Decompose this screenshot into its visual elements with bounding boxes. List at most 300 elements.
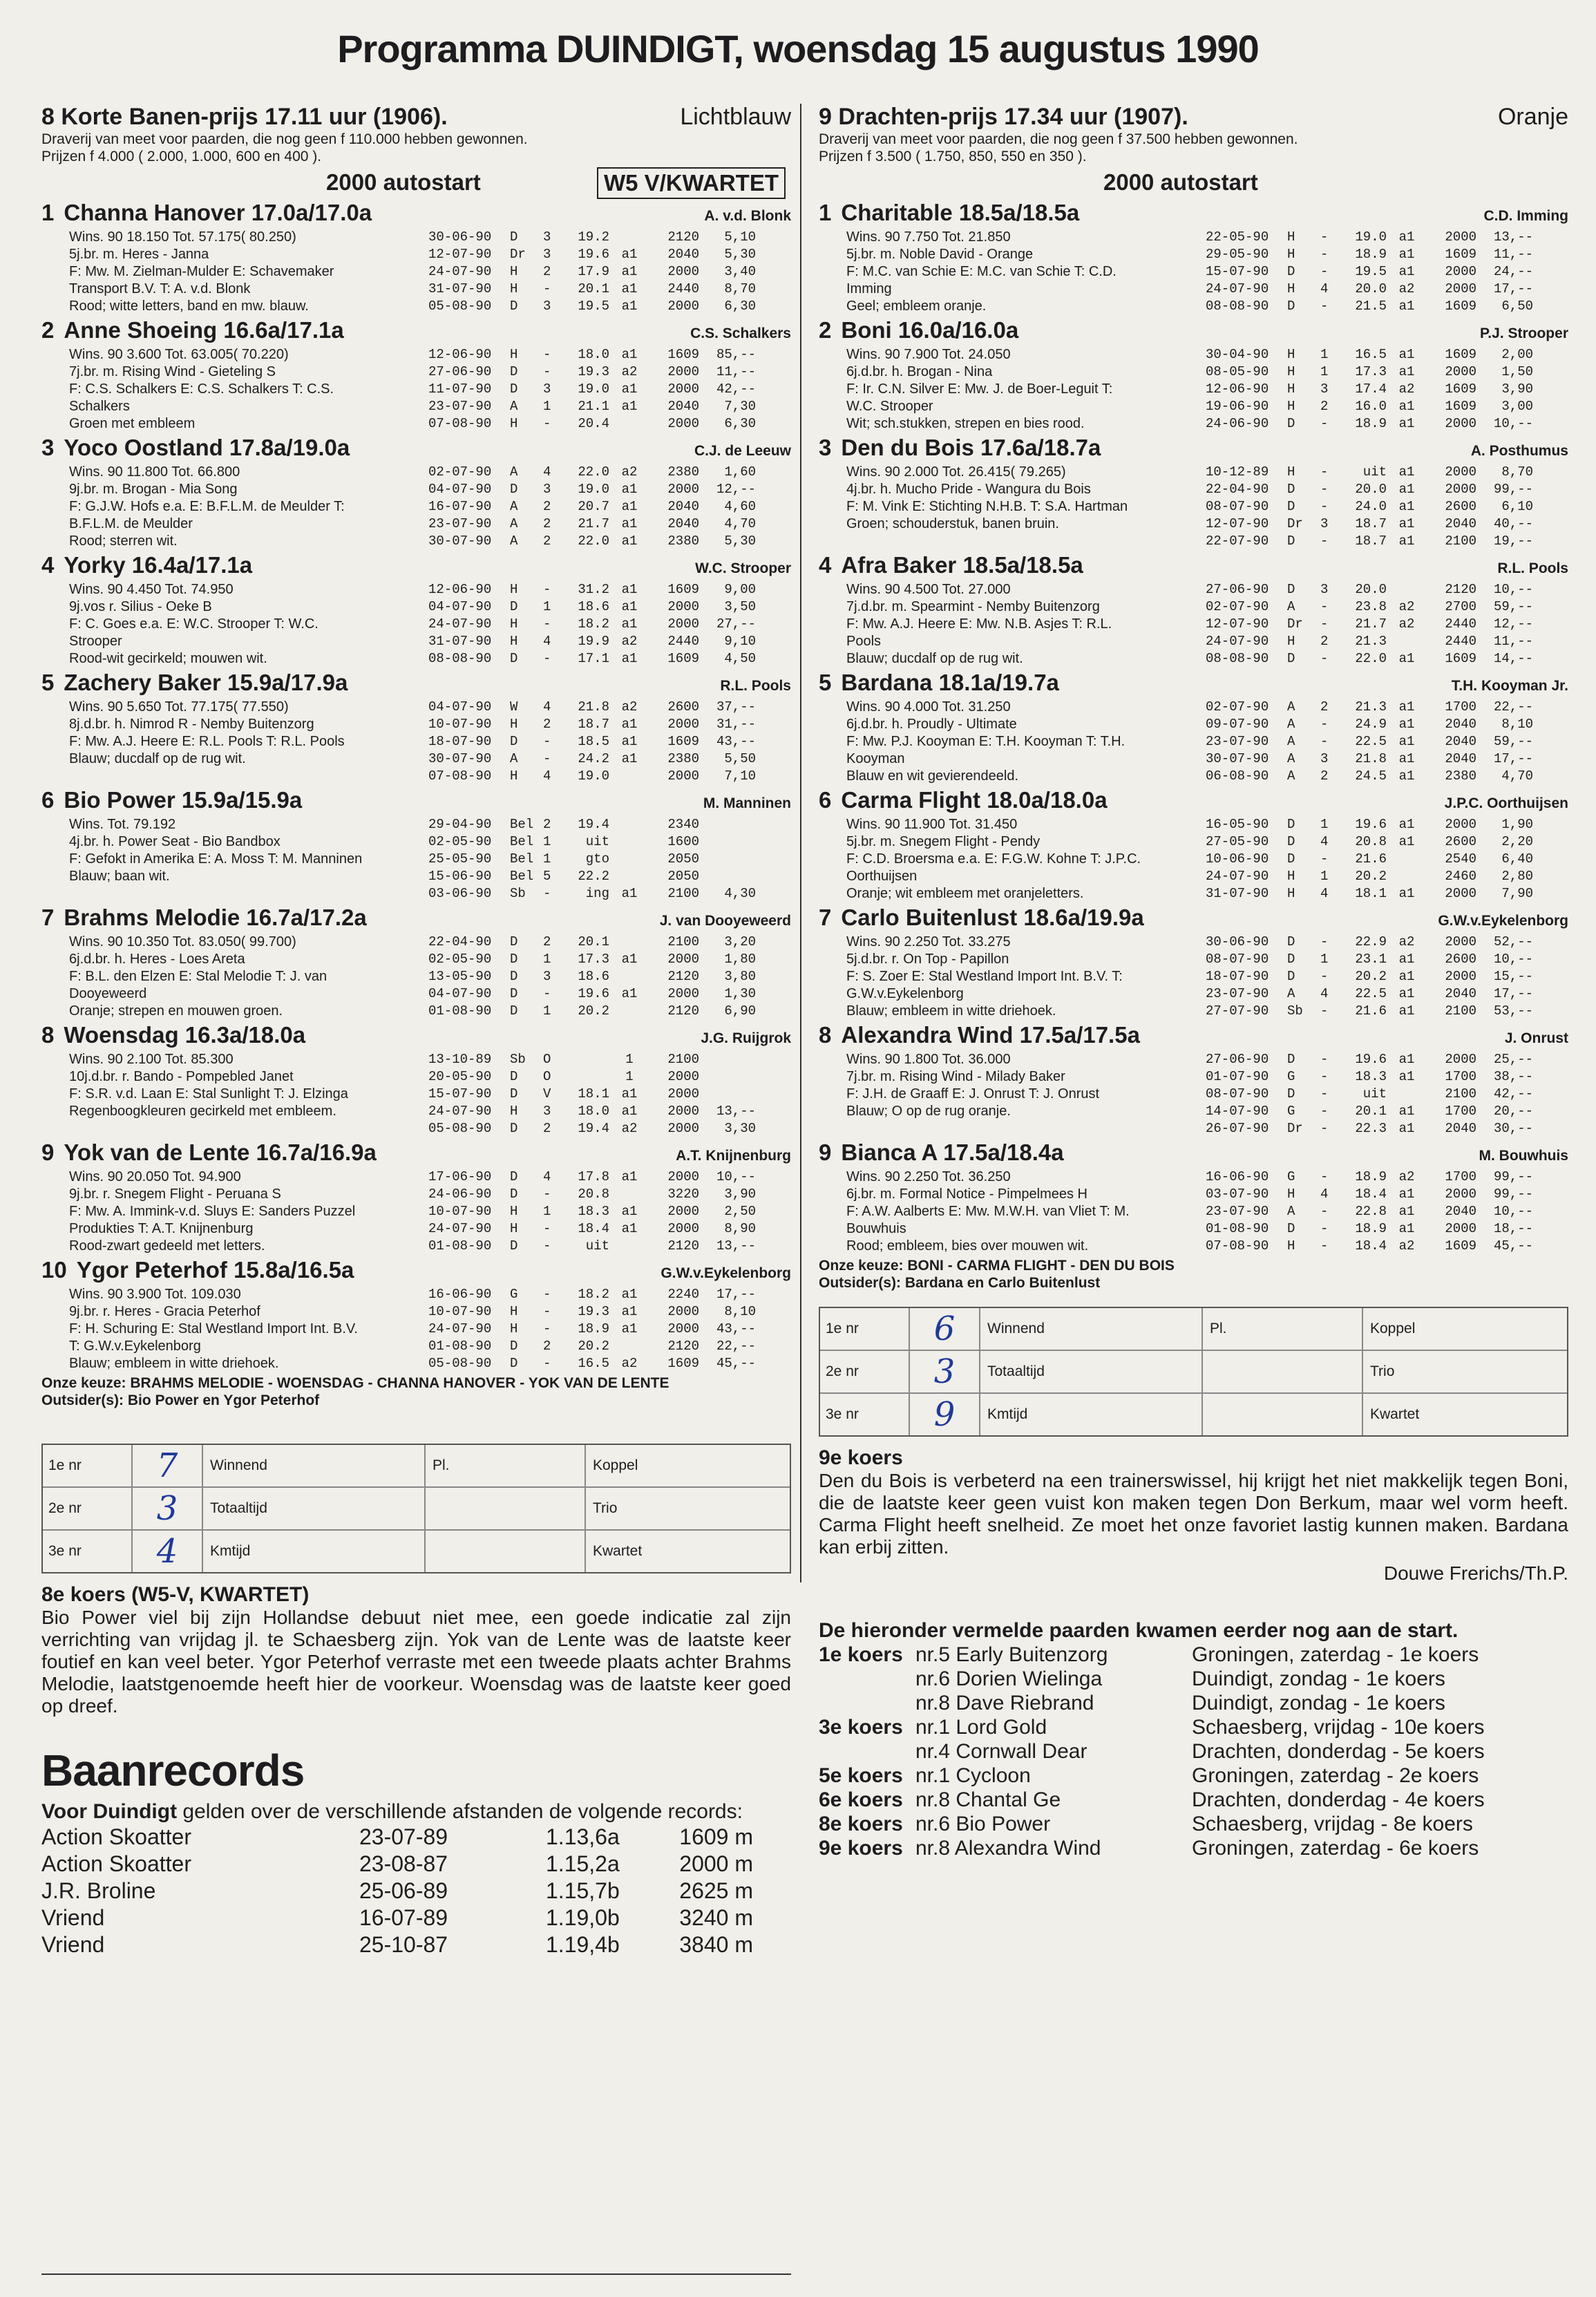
result-cell: 2000 (667, 1104, 699, 1119)
earlier-cell: Groningen, zaterdag - 6e koers (1192, 1837, 1479, 1860)
result-cell: 2000 (667, 381, 699, 397)
result-cell: 10-06-90 (1206, 851, 1269, 867)
result-cell: D (510, 1003, 518, 1019)
horse-info-line: F: S.R. v.d. Laan E: Stal Sunlight T: J. Elzinga (69, 1086, 348, 1102)
result-cell: - (1320, 1086, 1329, 1102)
result-line (428, 650, 791, 668)
record-cell: 1.13,6a (546, 1824, 620, 1849)
result-cell: 10-07-90 (428, 717, 492, 732)
earlier-cell (819, 1691, 915, 1715)
result-cell: 24-07-90 (1206, 281, 1269, 296)
result-cell (564, 1051, 609, 1068)
horse-info-line: F: C. Goes e.a. E: W.C. Strooper T: W.C. (69, 616, 319, 632)
result-cell: A (510, 533, 518, 549)
result-cell: 18.0 (578, 347, 609, 362)
result-cell (609, 415, 649, 433)
result-cell (564, 1068, 609, 1086)
result-cell: 1 (625, 1069, 634, 1084)
result-cell: 1609 (667, 582, 699, 597)
result-cell: 27-06-90 (1206, 582, 1269, 597)
result-cell: a1 (621, 616, 638, 632)
result-cell: 22.0 (578, 533, 609, 549)
result-cell: 2000 (1445, 364, 1476, 379)
result-cell: Dr (510, 247, 526, 262)
result-line (1206, 985, 1568, 1003)
earlier-cell: 1e koers (819, 1643, 903, 1666)
result-cell: 2340 (667, 817, 699, 832)
result-line (428, 1238, 791, 1255)
intro-rest: gelden over de verschillende afstanden de volgende records: (177, 1800, 743, 1823)
result-cell: - (1320, 969, 1329, 984)
result-cell: 45,-- (716, 1356, 756, 1371)
result-cell: - (1320, 734, 1329, 749)
race-desc: Draverij van meet voor paarden, die nog geen f 110.000 hebben gewonnen. (41, 131, 528, 147)
horse-entry (819, 787, 1568, 905)
horse-results (1206, 934, 1568, 1020)
result-cell: 2540 (1445, 851, 1476, 867)
result-cell: V (543, 1086, 551, 1102)
result-line (1206, 464, 1568, 481)
result-cell: 1609 (1445, 399, 1476, 414)
result-cell: 7,90 (1501, 886, 1533, 901)
horse-trainer: W.C. Strooper (695, 560, 791, 576)
result-cell: 9,00 (724, 582, 756, 597)
result-line (428, 229, 791, 246)
result-cell: 12,-- (716, 482, 756, 497)
result-label: 1e nr (820, 1308, 910, 1350)
horse-entry (41, 200, 791, 317)
horse-results (1206, 1169, 1568, 1255)
result-cell: a1 (1398, 717, 1415, 732)
result-cell: 22.2 (578, 869, 609, 884)
result-cell: - (1320, 1204, 1329, 1219)
result-cell: 2000 (1445, 886, 1476, 901)
result-cell: 3 (543, 299, 551, 314)
horse-info-line: Wins. 90 10.350 Tot. 83.050( 99.700) (69, 934, 296, 949)
result-cell: 17.3 (578, 952, 609, 967)
result-line (1206, 833, 1568, 851)
result-cell: A (510, 499, 518, 514)
result-cell: a1 (621, 599, 638, 614)
result-cell: D (510, 1238, 518, 1254)
result-cell: 14,-- (1493, 651, 1533, 666)
result-line (1206, 246, 1568, 263)
result-cell: 2000 (667, 986, 699, 1001)
result-cell: G (1287, 1169, 1295, 1184)
result-cell: - (1320, 717, 1329, 732)
result-line (1206, 750, 1568, 768)
result-cell: 20.4 (578, 416, 609, 431)
result-cell: - (543, 616, 551, 632)
result-cell: 4 (1320, 886, 1329, 901)
result-cell: 21.1 (578, 399, 609, 414)
result-cell: D (510, 381, 518, 397)
result-cell: gto (585, 851, 609, 867)
horse-results (428, 346, 791, 433)
horse-name (41, 435, 350, 461)
horse-title: Alexandra Wind 17.5a/17.5a (841, 1022, 1140, 1048)
horse-results (428, 1286, 791, 1372)
result-cell: - (543, 1238, 551, 1254)
result-cell: 10,-- (716, 1169, 756, 1184)
horse-info-line: F: S. Zoer E: Stal Westland Import Int. B.V. T: (846, 969, 1123, 984)
horse-info-line: Wins. 90 2.250 Tot. 36.250 (846, 1169, 1011, 1184)
horse-trainer: J. van Dooyeweerd (659, 913, 791, 929)
result-cell: 29-04-90 (428, 817, 492, 832)
result-cell: 27-05-90 (1206, 834, 1269, 849)
result-cell: 6,30 (724, 416, 756, 431)
result-line (1206, 533, 1568, 550)
result-line (428, 1120, 791, 1137)
horse-info-line: F: Mw. A.J. Heere E: Mw. N.B. Asjes T: R.L. (846, 616, 1112, 632)
result-cell (1387, 868, 1427, 885)
result-cell: A (510, 399, 518, 414)
result-line (428, 1338, 791, 1355)
result-line (428, 246, 791, 263)
earlier-cell: nr.6 Dorien Wielinga (915, 1667, 1103, 1690)
result-line (428, 833, 791, 851)
result-cell: a1 (621, 651, 638, 666)
result-line (1206, 716, 1568, 733)
result-cell (609, 1238, 649, 1255)
result-cell: a1 (1398, 986, 1415, 1001)
result-cell: a1 (621, 299, 638, 314)
result-cell: a1 (1398, 952, 1415, 967)
result-cell: a1 (621, 1204, 638, 1219)
result-cell: 18-07-90 (428, 734, 492, 749)
result-cell: H (1287, 886, 1295, 901)
earlier-row (819, 1691, 1568, 1715)
result-cell: - (543, 347, 551, 362)
result-line (1206, 263, 1568, 281)
horse-body (819, 1051, 1568, 1137)
earlier-cell: Drachten, donderdag - 5e koers (1192, 1740, 1485, 1763)
result-cell (699, 1051, 756, 1068)
place-cell (426, 1488, 586, 1529)
result-line (428, 1068, 791, 1086)
result-cell: 07-08-90 (428, 416, 492, 431)
record-cell: 1.15,2a (546, 1851, 620, 1876)
result-cell: - (1320, 651, 1329, 666)
horse-info-line: F: G.J.W. Hofs e.a. E: B.F.L.M. de Meulder T: (69, 499, 345, 514)
outsiders: Outsider(s): Bardana en Carlo Buitenlust (819, 1275, 1101, 1291)
result-cell: - (1320, 299, 1329, 314)
result-line (428, 263, 791, 281)
result-cell: 17,-- (1493, 751, 1533, 766)
horse-name (41, 670, 348, 696)
earlier-row (819, 1836, 1568, 1860)
result-cell: 18.1 (578, 1086, 609, 1102)
horse-header (41, 1140, 791, 1169)
result-line (1206, 481, 1568, 498)
horse-info (819, 699, 1206, 785)
record-cell: Action Skoatter (41, 1824, 191, 1849)
result-cell: O (543, 1052, 551, 1067)
result-cell: 19,-- (1493, 533, 1533, 549)
result-line (1206, 650, 1568, 668)
horse-title: Ygor Peterhof 15.8a/16.5a (76, 1257, 354, 1283)
result-cell: 2600 (1445, 499, 1476, 514)
result-cell: A (1287, 751, 1295, 766)
result-cell: 2100 (1445, 1003, 1476, 1019)
result-cell: 3 (543, 482, 551, 497)
result-cell: 09-07-90 (1206, 717, 1269, 732)
horse-info-line: 4j.br. h. Mucho Pride - Wangura du Bois (846, 482, 1091, 497)
result-cell: 17.9 (578, 264, 609, 279)
result-cell: Dr (1287, 1121, 1303, 1136)
result-cell: D (510, 734, 518, 749)
result-cell: - (1320, 1104, 1329, 1119)
horse-header (819, 787, 1568, 816)
earlier-row (819, 1764, 1568, 1788)
result-cell: 23-07-90 (428, 399, 492, 414)
result-cell: 1,90 (1501, 817, 1533, 832)
horse-number: 6 (41, 787, 55, 813)
result-cell: 5,30 (724, 247, 756, 262)
result-cell: - (1320, 499, 1329, 514)
earlier-starts (819, 1619, 1568, 1860)
horse-name (819, 1022, 1140, 1048)
result-cell: 19.9 (578, 634, 609, 649)
result-cell: 1609 (1445, 1238, 1476, 1254)
result-cell: 18.2 (578, 616, 609, 632)
result-cell: 07-08-90 (1206, 1238, 1269, 1254)
horse-results (428, 229, 791, 315)
place-cell (1203, 1394, 1363, 1435)
earlier-cell: 5e koers (819, 1764, 903, 1787)
result-cell: H (1287, 399, 1295, 414)
horse-number: 2 (819, 317, 832, 343)
result-cell: 12-07-90 (428, 247, 492, 262)
horse-body (819, 699, 1568, 785)
result-cell: H (510, 347, 518, 362)
horse-number: 1 (41, 200, 55, 225)
result-cell: H (510, 1104, 518, 1119)
result-cell: D (1287, 651, 1295, 666)
horse-header (819, 1022, 1568, 1051)
result-cell: 20.2 (1355, 869, 1387, 884)
result-line (1206, 598, 1568, 616)
result-cell: 16-06-90 (1206, 1169, 1269, 1184)
result-cell: 02-05-90 (428, 952, 492, 967)
horse-name (819, 787, 1108, 813)
horse-info-line: 7j.br. m. Rising Wind - Gieteling S (69, 364, 276, 379)
horse-number: 3 (41, 435, 55, 460)
horse-entry (41, 317, 791, 435)
result-cell: a1 (621, 1321, 638, 1336)
horse-header (819, 670, 1568, 699)
horse-number: 7 (819, 905, 832, 930)
result-cell: D (510, 599, 518, 614)
horse-info-line: Kooyman (846, 751, 905, 766)
result-cell: a1 (1398, 1204, 1415, 1219)
horse-results (428, 934, 791, 1020)
result-cell: 2120 (667, 229, 699, 245)
earlier-cell (819, 1667, 915, 1691)
result-cell: 01-07-90 (1206, 1069, 1269, 1084)
result-cell: 21.7 (578, 516, 609, 531)
result-cell: 21.5 (1355, 299, 1387, 314)
horse-title: Bardana 18.1a/19.7a (841, 670, 1059, 695)
horse-info-line: Bouwhuis (846, 1221, 906, 1236)
earlier-cell: Drachten, donderdag - 4e koers (1192, 1788, 1485, 1811)
result-cell: 19.3 (578, 364, 609, 379)
result-cell: 22-05-90 (1206, 229, 1269, 245)
result-cell (699, 851, 756, 868)
result-cell: D (1287, 834, 1295, 849)
result-cell: 3,20 (724, 934, 756, 949)
result-cell: H (510, 634, 518, 649)
result-cell: 1 (625, 1052, 634, 1067)
result-cell: 2040 (667, 247, 699, 262)
result-cell: 2000 (1445, 464, 1476, 480)
result-cell: 1 (1320, 364, 1329, 379)
result-cell: D (1287, 499, 1295, 514)
result-line (428, 1321, 791, 1338)
result-cell: 10,-- (1493, 416, 1533, 431)
result-cell: 31-07-90 (1206, 886, 1269, 901)
result-cell: 20.0 (1355, 281, 1387, 296)
result-line (428, 516, 791, 533)
horse-info-line: 5j.d.br. r. On Top - Papillon (846, 952, 1009, 967)
result-cell: 13,-- (1493, 229, 1533, 245)
result-cell: 23-07-90 (1206, 1204, 1269, 1219)
result-line (1206, 1203, 1568, 1220)
result-cell: 8,90 (724, 1221, 756, 1236)
result-cell: 2000 (667, 416, 699, 431)
result-cell: 18,-- (1493, 1221, 1533, 1236)
bet-label: Trio (593, 1500, 618, 1516)
result-cell: 52,-- (1493, 934, 1533, 949)
record-cell: 1.19,0b (546, 1905, 620, 1930)
result-cell: 22,-- (716, 1339, 756, 1354)
result-cell: 2 (543, 533, 551, 549)
result-cell: 2440 (667, 634, 699, 649)
result-cell: 25-05-90 (428, 851, 492, 867)
result-cell: 19.6 (578, 247, 609, 262)
result-cell: Sb (1287, 1003, 1303, 1019)
horse-entry (41, 905, 791, 1022)
result-cell: - (1320, 851, 1329, 867)
result-cell: 18.9 (1355, 1221, 1387, 1236)
result-cell: - (1320, 1003, 1329, 1019)
result-cell: - (543, 1321, 551, 1336)
result-cell: 18.6 (578, 969, 609, 984)
result-cell: 2000 (667, 1321, 699, 1336)
result-cell: 02-05-90 (428, 834, 492, 849)
result-cell: a2 (1398, 599, 1415, 614)
result-cell: 18.0 (578, 1104, 609, 1119)
result-cell: a1 (1398, 1187, 1415, 1202)
horse-info-line: 10j.d.br. r. Bando - Pompebled Janet (69, 1069, 294, 1084)
horse-trainer: J.P.C. Oorthuijsen (1444, 795, 1568, 811)
horse-info (41, 816, 428, 902)
horse-name (41, 787, 302, 813)
result-cell: 24-06-90 (428, 1187, 492, 1202)
result-line (1206, 498, 1568, 516)
result-cell: - (543, 1187, 551, 1202)
result-cell: 5 (543, 869, 551, 884)
earlier-cell: nr.4 Cornwall Dear (915, 1740, 1087, 1763)
result-cell: 20.8 (578, 1187, 609, 1202)
horse-name (819, 435, 1101, 461)
horse-header (41, 670, 791, 699)
result-cell: D (510, 299, 518, 314)
result-cell: 27,-- (716, 616, 756, 632)
horse-trainer: C.S. Schalkers (690, 325, 791, 341)
horse-body (41, 464, 791, 550)
result-cell: uit (1362, 464, 1387, 480)
result-cell: 18.6 (578, 599, 609, 614)
horse-results (1206, 346, 1568, 433)
race-distance: 2000 autostart (326, 169, 481, 195)
result-cell: 22.9 (1355, 934, 1387, 949)
result-cell: 4 (1320, 834, 1329, 849)
horse-info-line: F: Mw. A.J. Heere E: R.L. Pools T: R.L. Pools (69, 734, 345, 749)
horse-trainer: R.L. Pools (720, 678, 791, 694)
result-cell: 1600 (667, 834, 699, 849)
result-row (43, 1445, 790, 1488)
horse-results (1206, 229, 1568, 315)
result-cell: 6,50 (1501, 299, 1533, 314)
result-cell: 1700 (1445, 1104, 1476, 1119)
column-divider (800, 104, 801, 1582)
result-cell: 10,-- (1493, 952, 1533, 967)
result-row (43, 1531, 790, 1572)
result-cell: - (543, 1356, 551, 1371)
result-cell: 1609 (1445, 299, 1476, 314)
result-cell: - (543, 1221, 551, 1236)
result-cell: a1 (621, 482, 638, 497)
result-cell: 2120 (667, 1238, 699, 1254)
result-cell: 2 (1320, 634, 1329, 649)
result-cell: 59,-- (1493, 734, 1533, 749)
result-cell: D (510, 1169, 518, 1184)
horse-trainer: M. Bouwhuis (1479, 1148, 1568, 1164)
result-cell: 26-07-90 (1206, 1121, 1269, 1136)
horse-entry (819, 552, 1568, 670)
result-cell: 8,70 (1501, 464, 1533, 480)
result-cell: 07-08-90 (428, 768, 492, 784)
result-cell: H (1287, 1238, 1295, 1254)
result-cell: 2380 (667, 533, 699, 549)
horse-info (41, 699, 428, 785)
result-cell: D (1287, 264, 1295, 279)
earlier-cell: Groningen, zaterdag - 1e koers (1192, 1643, 1479, 1666)
result-cell: 2,80 (1501, 869, 1533, 884)
result-cell: 19-06-90 (1206, 399, 1269, 414)
earlier-row (819, 1739, 1568, 1764)
result-cell: 2 (543, 934, 551, 949)
result-cell: a1 (621, 516, 638, 531)
result-cell: 3,90 (724, 1187, 756, 1202)
result-cell: - (543, 582, 551, 597)
result-cell: 24-07-90 (428, 1104, 492, 1119)
record-cell: 3840 m (679, 1932, 753, 1957)
result-cell: 1,80 (724, 952, 756, 967)
result-cell: 10-07-90 (428, 1204, 492, 1219)
horse-info-line: G.W.v.Eykelenborg (846, 986, 964, 1001)
result-cell: 3,50 (724, 599, 756, 614)
result-cell: 18.4 (1355, 1238, 1387, 1254)
result-cell: 1609 (1445, 347, 1476, 362)
horse-name (819, 1140, 1064, 1166)
result-cell: 18.5 (578, 734, 609, 749)
horse-info-line: F: C.S. Schalkers E: C.S. Schalkers T: C.S. (69, 381, 334, 397)
result-cell: 43,-- (716, 1321, 756, 1336)
result-cell: 24-07-90 (1206, 634, 1269, 649)
result-cell: 23-07-90 (1206, 734, 1269, 749)
